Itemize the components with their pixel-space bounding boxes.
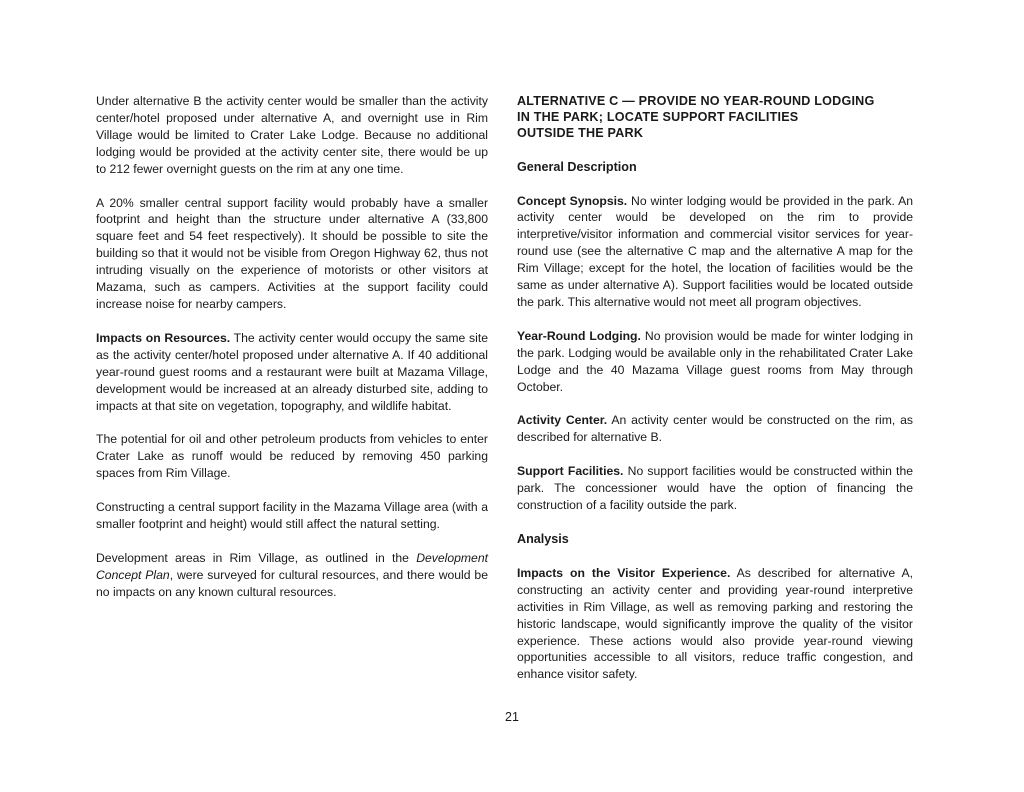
right-column <box>517 93 913 700</box>
paragraph-cultural-resources: Development areas in Rim Village, as outlined in the Development Concept Plan, were surveyed for cultural resources, and there would be no impacts on any known cultural resources. <box>96 550 488 599</box>
paragraph-petroleum-runoff: The potential for oil and other petroleum products from vehicles to enter Crater Lake as runoff would be reduced by removing 450 parking spaces from Rim Village. <box>96 432 488 481</box>
paragraph-mazama-setting: Constructing a central support facility in the Mazama Village area (with a smaller footprint and height) would still affect the natural setting. <box>96 500 488 532</box>
paragraph-visitor-experience: Impacts on the Visitor Experience. As described for alternative A, constructing an activity center and providing year-round interpretive activities in Rim Village, as well as removing parking and restoring the historic landscape, would significantly improve the quality of the visitor experience. These actions would also provide year-round viewing opportunities accessible to all visitors, reduce traffic congestion, and enhance visitor safety. <box>517 565 914 682</box>
paragraph-year-round-lodging: Year-Round Lodging. No provision would be made for winter lodging in the park. Lodging would be available only in the rehabilitated Crater Lake Lodge and the 40 Mazama Village guest rooms from May through October. <box>517 328 913 394</box>
activity-center-lead: Activity Center. <box>517 413 608 428</box>
year-round-lodging-lead: Year-Round Lodging. <box>517 328 641 343</box>
paragraph-alt-b-activity-center: Under alternative B the activity center would be smaller than the activity center/hotel proposed under alternative A, and overnight use in Rim Village would be limited to Crater Lake Lodge. Because no additional lodging would be provided at the activity center site, there would be up to 212 fewer overnight guests on the rim at any one time. <box>96 94 488 176</box>
development-concept-plan-title: Development Concept Plan <box>96 550 488 582</box>
paragraph-concept-synopsis: Concept Synopsis. No winter lodging would be provided in the park. An activity center would be developed on the rim to provide interpretive/visitor information and commercial visitor services for year-round use (see the alternative C map and the alternative A map for the Rim Village; except for the hotel, the location of facilities would be the same as under alternative A). Support facilities would be located outside the park. This alternative would not meet all program objectives. <box>517 193 913 309</box>
paragraph-support-facilities: Support Facilities. No support facilities would be constructed within the park. The concessioner would have the option of financing the construction of a facility outside the park. <box>517 464 913 513</box>
impacts-on-resources-lead: Impacts on Resources. <box>96 330 231 345</box>
visitor-experience-lead: Impacts on the Visitor Experience. <box>517 565 731 580</box>
general-description-heading: General Description <box>517 159 637 174</box>
alternative-c-heading: ALTERNATIVE C — PROVIDE NO YEAR-ROUND LODGING IN THE PARK; LOCATE SUPPORT FACILITIES OUTSIDE THE PARK <box>517 94 875 141</box>
concept-synopsis-lead: Concept Synopsis. <box>517 193 628 208</box>
page-number: 21 <box>505 710 519 724</box>
paragraph-impacts-on-resources: Impacts on Resources. The activity center would occupy the same site as the activity center/hotel proposed under alternative A. If 40 additional year-round guest rooms and a restaurant were built at Mazama Village, development would be increased at an already disturbed site, adding to impacts at that site on vegetation, topography, and wildlife habitat. <box>96 330 488 413</box>
left-column <box>96 93 488 618</box>
support-facilities-lead: Support Facilities. <box>517 464 624 479</box>
analysis-heading: Analysis <box>517 532 569 547</box>
paragraph-activity-center: Activity Center. An activity center would be constructed on the rim, as described for alternative B. <box>517 413 913 445</box>
paragraph-support-facility: A 20% smaller central support facility would probably have a smaller footprint and height than the structure under alternative A (33,800 square feet and 54 feet respectively). It should be possible to site the building so that it would not be visible from Oregon Highway 62, thus not intruding visually on the experience of motorists or other visitors at Mazama, such as campers. Activities at the support facility could increase noise for nearby campers. <box>96 195 488 311</box>
